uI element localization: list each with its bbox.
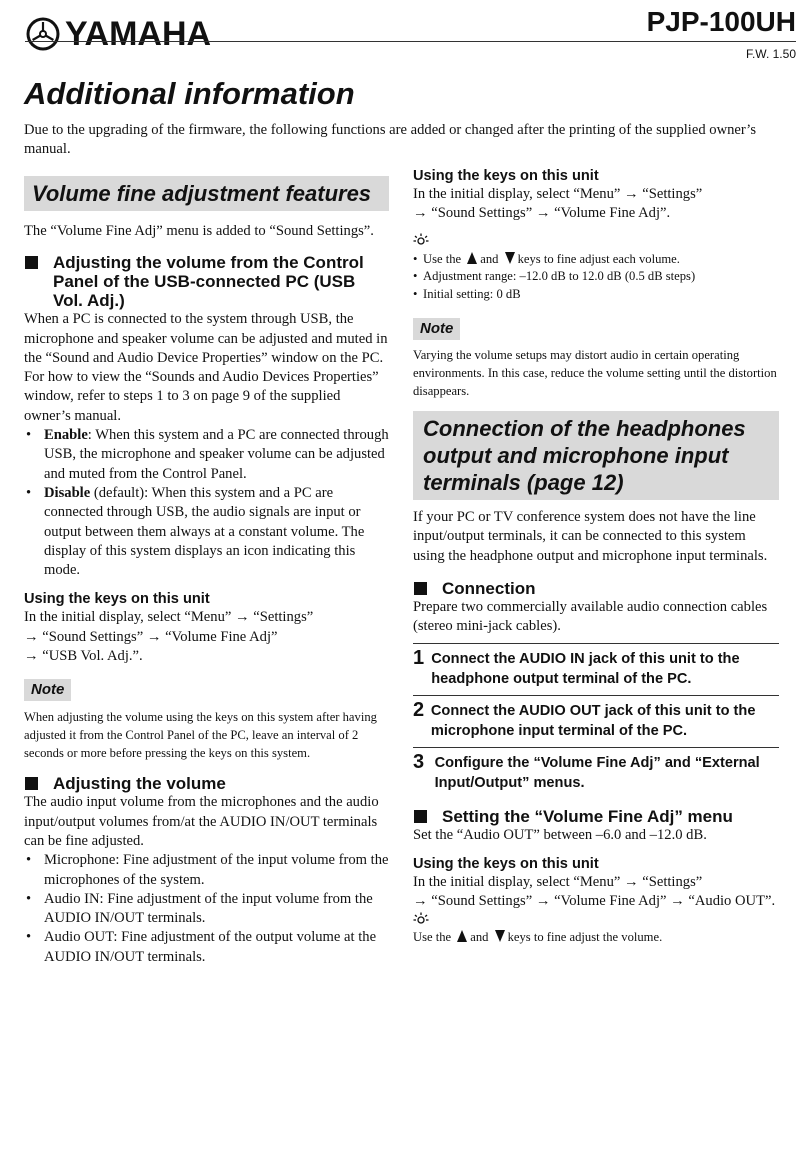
adjusting-paragraph: The audio input volume from the microphones and the audio input/output volumes from/at the AUDIO IN/OUT terminals can be fine adjusted. bbox=[24, 794, 379, 849]
tip-text: Use the bbox=[423, 251, 462, 266]
note-text: Varying the volume setups may distort audio in certain operating environments. In this case, reduce the volume setting until the distortion disappears. bbox=[413, 348, 777, 399]
up-arrow-key-icon bbox=[467, 252, 477, 264]
disable-desc: (default): When this system and a PC are connected through USB, the audio signals are input or output between them always at a constant volume. The display of this system displays an icon indicating this mode. bbox=[44, 484, 365, 579]
header-divider bbox=[25, 41, 796, 42]
keys2-line-1: In the initial display, select “Menu” → “Settings” bbox=[413, 873, 703, 890]
keys2-line-2: → “Sound Settings” → “Volume Fine Adj” → “Audio OUT”. bbox=[413, 893, 776, 910]
tip-text: and bbox=[480, 251, 499, 266]
hint-lightbulb-icon bbox=[413, 233, 429, 247]
enable-desc: : When this system and a PC are connected through USB, the microphone and speaker volume can be adjusted and muted from the Control Panel. bbox=[44, 427, 389, 482]
keys-line-3: → “USB Vol. Adj.”. bbox=[24, 648, 143, 665]
step-1 bbox=[413, 643, 779, 689]
list-item-disable bbox=[24, 484, 389, 580]
square-bullet-icon bbox=[414, 582, 427, 595]
note-label: Note bbox=[24, 679, 71, 701]
left-column bbox=[24, 176, 389, 967]
tip-item bbox=[413, 251, 779, 269]
heading-connection bbox=[413, 579, 779, 598]
subheading-keys: Using the keys on this unit bbox=[413, 168, 599, 184]
usb-paragraph: When a PC is connected to the system through USB, the microphone and speaker volume can be adjusted and muted in the “Sound and Audio Device Properties” window on the PC. For how to view the “Sounds and Audio Devices Properties” window, refer to steps 1 to 3 on page 9 of the supplied owner’s manual. bbox=[24, 311, 388, 424]
heading-text: Adjusting the volume bbox=[53, 774, 226, 794]
bullet-icon: • bbox=[26, 929, 32, 946]
bullet-icon: • bbox=[413, 269, 418, 284]
firmware-version: F.W. 1.50 bbox=[745, 47, 796, 61]
hint-lightbulb-icon bbox=[413, 912, 429, 926]
list-item bbox=[24, 928, 389, 967]
yamaha-tuning-fork-icon bbox=[25, 16, 61, 52]
page-title: Additional information bbox=[24, 76, 355, 111]
tip-text: keys to fine adjust each volume. bbox=[517, 251, 680, 266]
tip-line bbox=[413, 928, 779, 946]
term-enable: Enable bbox=[44, 427, 88, 444]
keys-line-1: In the initial display, select “Menu” → “Settings” bbox=[413, 186, 703, 202]
banner-text: If your PC or TV conference system does not have the line input/output terminals, it can be connected to this system using the headphone output and microphone input terminals. bbox=[413, 509, 768, 564]
step-text: Configure the “Volume Fine Adj” and “External Input/Output” menus. bbox=[434, 754, 760, 791]
bullet-icon: • bbox=[26, 890, 32, 907]
tip-text: Adjustment range: –12.0 dB to 12.0 dB (0.5 dB steps) bbox=[423, 269, 696, 284]
subheading-keys: Using the keys on this unit bbox=[413, 855, 599, 872]
step-number: 3 bbox=[413, 750, 425, 773]
setting-paragraph: Set the “Audio OUT” between –6.0 and –12.0 dB. bbox=[413, 826, 707, 843]
note-text: When adjusting the volume using the keys on this system after having adjusted it from the Control Panel of the PC, leave an interval of 2 seconds or more before pressing the keys on this system. bbox=[24, 710, 377, 761]
model-name: PJP-100UH bbox=[646, 6, 796, 37]
connection-paragraph: Prepare two commercially available audio connection cables (stereo mini-jack cables). bbox=[413, 598, 768, 635]
up-arrow-key-icon bbox=[457, 930, 467, 942]
list-item-text: Audio IN: Fine adjustment of the input volume from the AUDIO IN/OUT terminals. bbox=[44, 890, 373, 927]
step-number: 1 bbox=[413, 646, 425, 669]
step-text: Connect the AUDIO IN jack of this unit to the headphone output terminal of the PC. bbox=[431, 650, 740, 687]
tip-item bbox=[413, 268, 779, 286]
step-2 bbox=[413, 695, 779, 741]
keys-line-2: → “Sound Settings” → “Volume Fine Adj”. bbox=[413, 205, 671, 222]
term-disable: Disable bbox=[44, 484, 91, 501]
heading-text: Adjusting the volume from the Control Panel of the USB-connected PC (USB Vol. Adj.) bbox=[53, 253, 364, 311]
step-text: Connect the AUDIO OUT jack of this unit to the microphone input terminal of the PC. bbox=[430, 702, 756, 739]
yamaha-logo bbox=[25, 14, 211, 54]
step-number: 2 bbox=[413, 698, 425, 721]
heading-usb-vol-adj bbox=[24, 253, 389, 310]
down-arrow-key-icon bbox=[495, 930, 505, 942]
square-bullet-icon bbox=[25, 256, 38, 269]
down-arrow-key-icon bbox=[505, 252, 515, 264]
list-item bbox=[24, 851, 389, 890]
bullet-icon: • bbox=[413, 251, 418, 266]
section-banner-volume-fine-adjustment: Volume fine adjustment features bbox=[24, 176, 389, 211]
bullet-icon: • bbox=[26, 852, 32, 869]
banner-text: The “Volume Fine Adj” menu is added to “Sound Settings”. bbox=[24, 223, 374, 239]
list-item bbox=[24, 890, 389, 929]
tip-item bbox=[413, 286, 779, 304]
step-3 bbox=[413, 747, 779, 793]
tip-text: Initial setting: 0 dB bbox=[423, 286, 521, 301]
square-bullet-icon bbox=[25, 777, 38, 790]
keys-line-1: In the initial display, select “Menu” → “Settings” bbox=[24, 609, 314, 626]
heading-adjusting-volume bbox=[24, 774, 389, 793]
right-column bbox=[413, 167, 779, 946]
section-banner-connection: Connection of the headphones output and microphone input terminals (page 12) bbox=[413, 411, 779, 500]
tip-text: keys to fine adjust the volume. bbox=[507, 930, 663, 945]
keys-line-2: → “Sound Settings” → “Volume Fine Adj” bbox=[24, 628, 278, 645]
list-item-enable bbox=[24, 426, 389, 484]
heading-text: Connection bbox=[442, 578, 536, 598]
subheading-keys: Using the keys on this unit bbox=[24, 591, 210, 608]
list-item-text: Microphone: Fine adjustment of the input volume from the microphones of the system. bbox=[44, 852, 389, 888]
heading-text: Setting the “Volume Fine Adj” menu bbox=[442, 806, 733, 826]
bullet-icon: • bbox=[413, 286, 418, 301]
tip-text: and bbox=[470, 930, 489, 945]
bullet-icon: • bbox=[26, 427, 32, 444]
note-label: Note bbox=[413, 318, 460, 340]
square-bullet-icon bbox=[414, 810, 427, 823]
intro-paragraph: Due to the upgrading of the firmware, the following functions are added or changed after the printing of the supplied owner’s manual. bbox=[24, 122, 757, 157]
list-item-text: Audio OUT: Fine adjustment of the output volume at the AUDIO IN/OUT terminals. bbox=[44, 929, 377, 965]
bullet-icon: • bbox=[26, 484, 32, 501]
heading-setting-volume-fine-adj bbox=[413, 807, 779, 826]
tip-text: Use the bbox=[413, 930, 452, 945]
brand-name: YAMAHA bbox=[65, 15, 212, 53]
